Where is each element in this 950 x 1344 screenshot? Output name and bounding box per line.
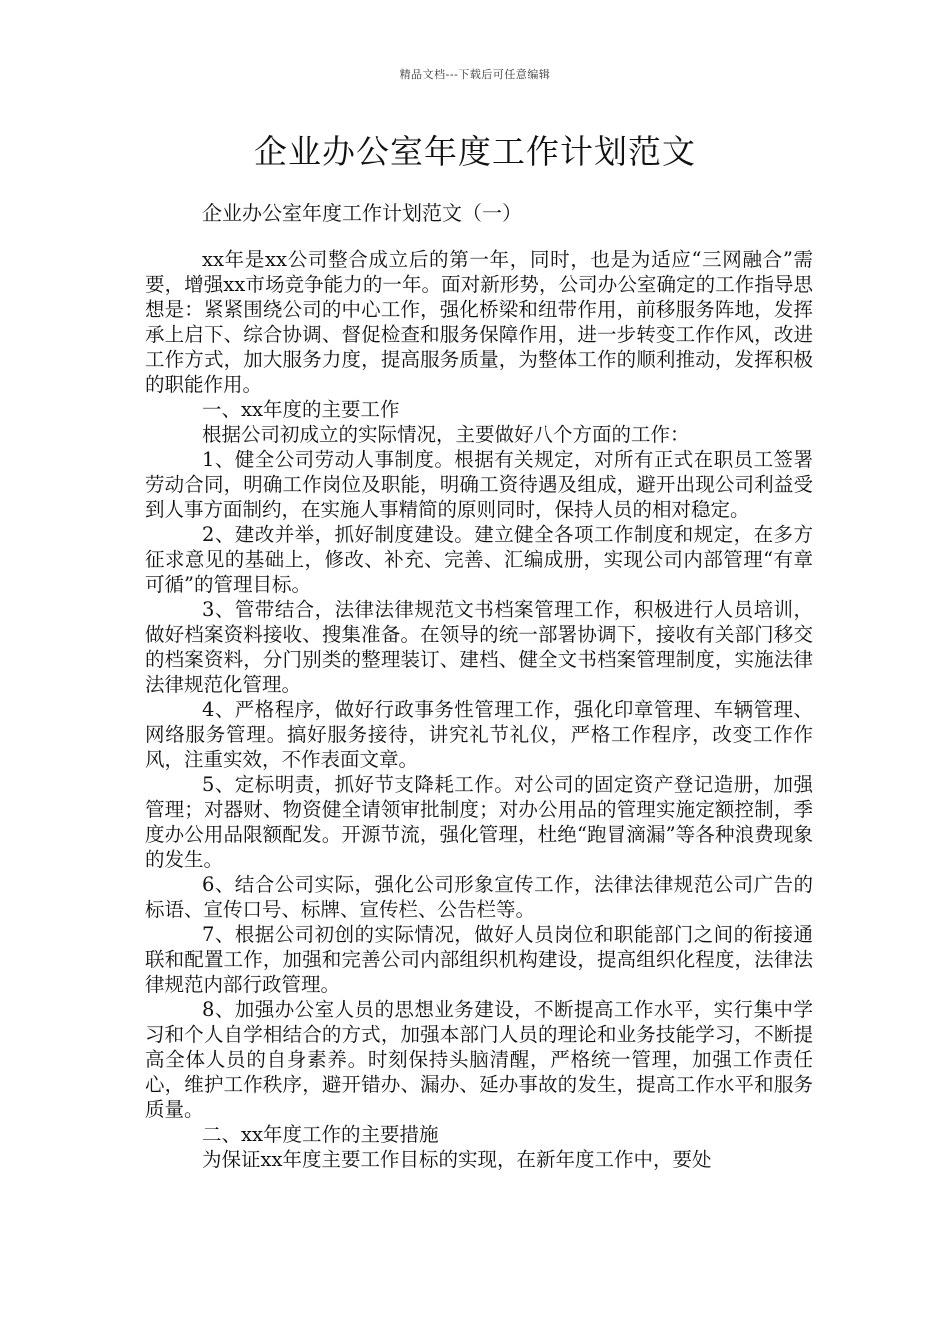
list-item-1: 1、健全公司劳动人事制度。根据有关规定，对所有正式在职员工签署劳动合同，明确工作岗位及职能，明确工资待遇及组成，避开出现公司利益受到人事方面制约，在实施人事精简的原则同时，保持人员的相对稳定。 bbox=[145, 448, 813, 521]
list-item-6: 6、结合公司实际，强化公司形象宣传工作，法律法律规范公司广告的标语、宣传口号、标牌、宣传栏、公告栏等。 bbox=[145, 873, 813, 921]
list-item-7: 7、根据公司初创的实际情况，做好人员岗位和职能部门之间的衔接通联和配置工作，加强和完善公司内部组织机构建设，提高组织化程度，法律法律规范内部行政管理。 bbox=[145, 923, 813, 996]
header-note: 精品文档---下载后可任意编辑 bbox=[399, 68, 551, 81]
paragraph: 根据公司初成立的实际情况，主要做好八个方面的工作： bbox=[202, 423, 690, 446]
paragraph-intro: xx年是xx公司整合成立后的第一年，同时，也是为适应“三网融合”需要，增强xx市场竞争能力的一年。面对新形势，公司办公室确定的工作指导思想是：紧紧围绕公司的中心工作，强化桥梁和纽带作用，前移服务阵地，发挥承上启下、综合协调、督促检查和服务保障作用，进一步转变工作作风，改进工作方式，加大服务力度，提高服务质量，为整体工作的顺利推动，发挥积极的职能作用。 bbox=[145, 248, 813, 396]
list-item-5: 5、定标明责，抓好节支降耗工作。对公司的固定资产登记造册，加强管理；对器财、物资健全请领审批制度；对办公用品的管理实施定额控制，季度办公用品限额配发。开源节流，强化管理，杜绝“跑冒滴漏”等各种浪费现象的发生。 bbox=[145, 773, 813, 871]
list-item-4: 4、严格程序，做好行政事务性管理工作，强化印章管理、车辆管理、网络服务管理。搞好服务接待，讲究礼节礼仪，严格工作程序，改变工作作风，注重实效，不作表面文章。 bbox=[145, 698, 813, 771]
section-heading-2: 二、xx年度工作的主要措施 bbox=[202, 1123, 439, 1146]
document-title: 企业办公室年度工作计划范文 bbox=[254, 132, 696, 171]
document-body bbox=[145, 247, 813, 1172]
list-item-3: 3、管带结合，法律法律规范文书档案管理工作，积极进行人员培训，做好档案资料接收、搜集准备。在领导的统一部署协调下，接收有关部门移交的档案资料，分门别类的整理装订、建档、健全文书档案管理制度，实施法律法律规范化管理。 bbox=[145, 598, 813, 696]
paragraph: 为保证xx年度主要工作目标的实现，在新年度工作中，要处 bbox=[202, 1148, 712, 1171]
list-item-8: 8、加强办公室人员的思想业务建设，不断提高工作水平，实行集中学习和个人自学相结合的方式，加强本部门人员的理论和业务技能学习，不断提高全体人员的自身素养。时刻保持头脑清醒，严格统一管理，加强工作责任心，维护工作秩序，避开错办、漏办、延办事故的发生，提高工作水平和服务质量。 bbox=[145, 998, 813, 1121]
section-heading-1: 一、xx年度的主要工作 bbox=[202, 398, 400, 421]
document-subtitle: 企业办公室年度工作计划范文（一） bbox=[202, 201, 522, 225]
list-item-2: 2、建改并举，抓好制度建设。建立健全各项工作制度和规定，在多方征求意见的基础上，修改、补充、完善、汇编成册，实现公司内部管理“有章可循”的管理目标。 bbox=[145, 523, 813, 596]
